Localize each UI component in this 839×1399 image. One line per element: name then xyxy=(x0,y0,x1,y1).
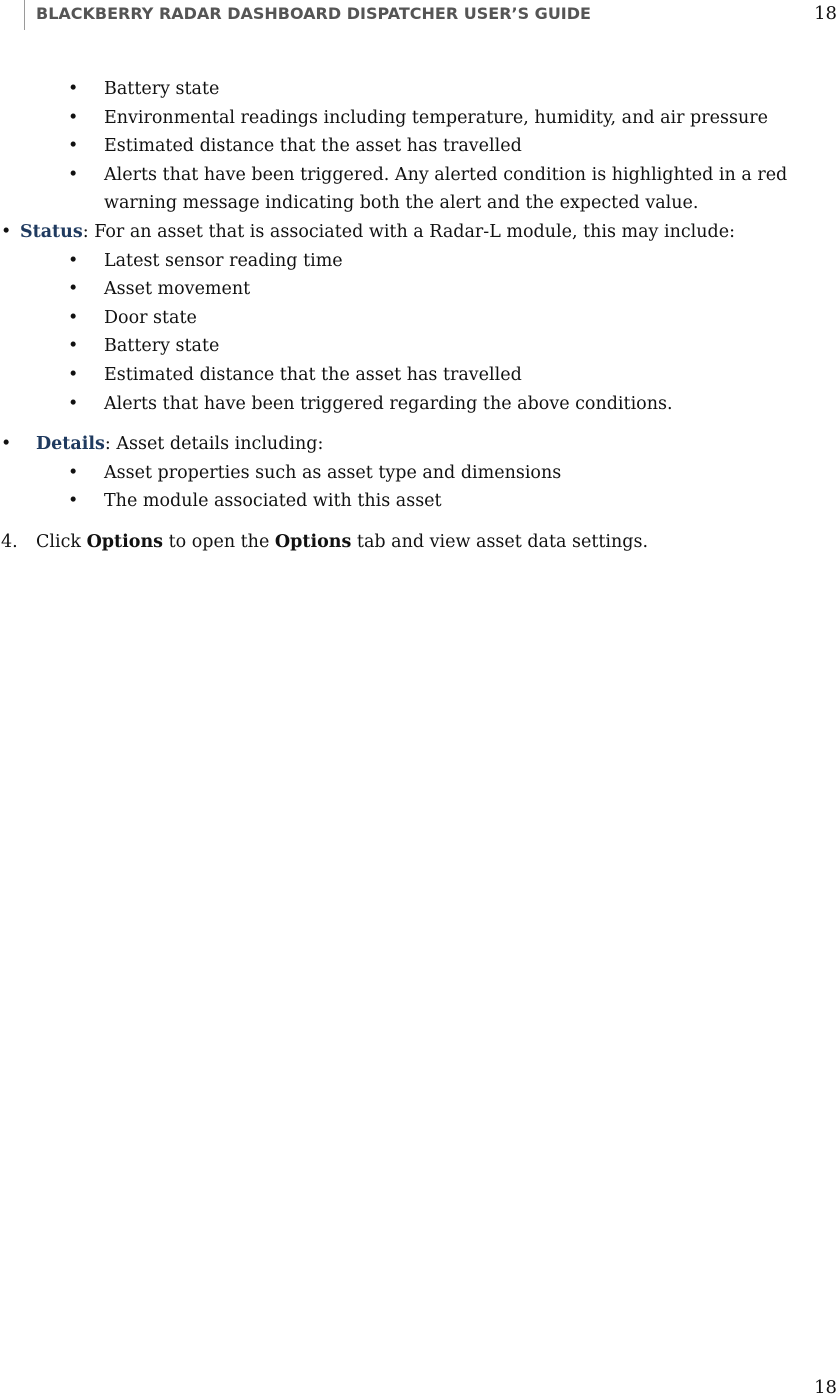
list-item: • Asset movement xyxy=(0,275,839,304)
details-sublist xyxy=(0,459,839,516)
header-divider xyxy=(24,0,25,30)
step-4: 4. Click Options to open the Options tab and view asset data settings. xyxy=(0,528,839,557)
status-sublist xyxy=(0,247,839,419)
options-tab-reference: Options xyxy=(274,531,352,552)
bullet-icon: • xyxy=(68,491,79,512)
status-label: Status xyxy=(20,221,83,242)
bullet-icon: • xyxy=(68,79,79,99)
list-item: • Door state xyxy=(0,304,839,333)
bullet-icon: • xyxy=(68,462,79,483)
bullet-icon: • xyxy=(68,136,79,157)
bullet-icon: • xyxy=(68,107,79,128)
list-item: • Battery state xyxy=(0,75,839,104)
bullet-icon: • xyxy=(68,164,79,185)
bullet-icon: • xyxy=(1,434,12,455)
bullet-icon: • xyxy=(68,307,79,328)
list-item: • Alerts that have been triggered regarding the above conditions. xyxy=(0,390,839,419)
list-item: • Asset properties such as asset type and dimensions xyxy=(0,459,839,488)
first-sublist xyxy=(0,75,839,218)
list-item: • Estimated distance that the asset has travelled xyxy=(0,361,839,390)
bullet-icon: • xyxy=(68,393,79,414)
step-number: 4. xyxy=(1,531,18,552)
footer-page-number: 18 xyxy=(814,1377,837,1398)
status-description: : For an asset that is associated with a Radar-L module, this may include: xyxy=(82,221,735,242)
bullet-icon: • xyxy=(1,221,12,242)
details-description: : Asset details including: xyxy=(104,434,324,455)
list-item: • Latest sensor reading time xyxy=(0,247,839,276)
bullet-icon: • xyxy=(68,279,79,300)
list-item: • Alerts that have been triggered. Any alerted condition is highlighted in a red warning message indicating both the alert and the expected value. xyxy=(0,161,839,218)
status-section xyxy=(0,218,839,247)
options-ui-reference: Options xyxy=(86,531,164,552)
list-item: • The module associated with this asset xyxy=(0,487,839,516)
page-header xyxy=(0,0,839,32)
details-section xyxy=(0,430,839,459)
bullet-icon: • xyxy=(68,364,79,385)
bullet-icon: • xyxy=(68,250,79,271)
details-label: Details xyxy=(36,434,105,455)
bullet-icon: • xyxy=(68,336,79,357)
document-body xyxy=(0,75,839,557)
list-item: • Environmental readings including temperature, humidity, and air pressure xyxy=(0,104,839,133)
header-title: BLACKBERRY RADAR DASHBOARD DISPATCHER USER’S GUIDE xyxy=(36,4,591,23)
header-page-number: 18 xyxy=(814,3,837,24)
list-item: • Battery state xyxy=(0,332,839,361)
list-item: • Estimated distance that the asset has travelled xyxy=(0,132,839,161)
